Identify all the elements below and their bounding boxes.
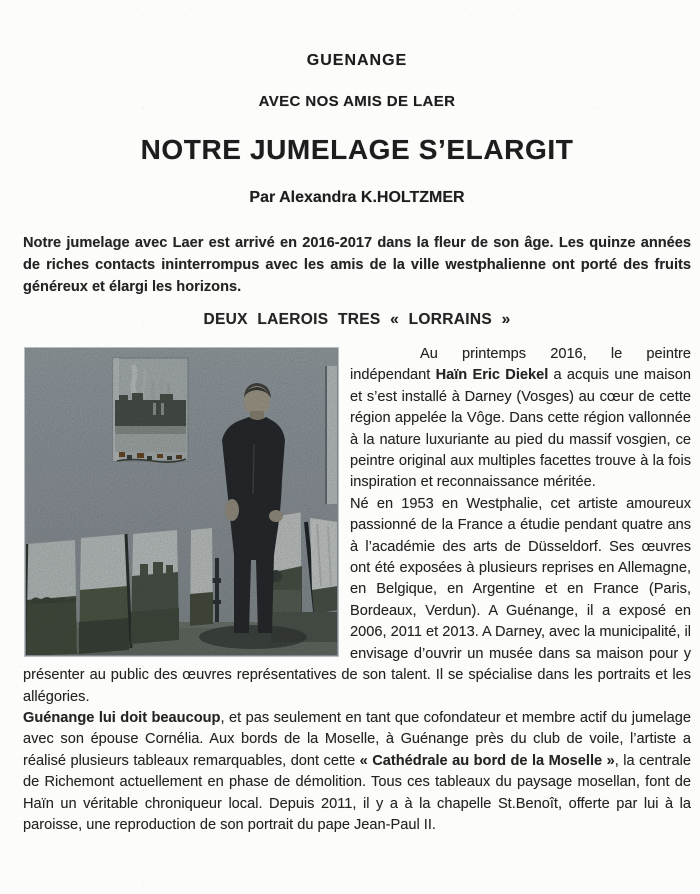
document-page	[0, 52, 700, 894]
page-title: GUENANGE	[306, 52, 408, 69]
main-title: NOTRE JUMELAGE S’ELARGIT	[140, 134, 574, 165]
artist-photo	[25, 348, 338, 656]
page-subtitle: AVEC NOS AMIS DE LAER	[258, 93, 456, 110]
text-segment-bold: « Cathédrale au bord de la Moselle »	[359, 752, 615, 769]
byline: Par Alexandra K.HOLTZMER	[249, 189, 465, 206]
artist-photo-image	[25, 348, 338, 656]
section-heading: DEUX LAEROIS TRES « LORRAINS »	[203, 311, 511, 328]
article-body	[23, 344, 691, 836]
text-segment-bold: Haïn Eric Diekel	[435, 367, 549, 384]
text-segment-bold: Guénange lui doit beaucoup	[23, 709, 221, 726]
paragraph-3	[23, 708, 691, 836]
paragraph-2: Né en 1953 en Westphalie, cet artiste amoureux passionné de la France a étudie pendant quatre ans à l’académie des arts de Düsseldorf. Ses œuvres ont été exposées à plusieurs reprises en Allemagne, en Belgique, en Argentine et en France (Paris, Bordeaux, Verdun). A Guénange, il a exposé en 2006, 2011 et 2013. A Darney, avec la municipalité, il envisage d’ouvrir un musée dans sa maison pour y présenter au public des œuvres représentatives de son talent. Il se spécialise dans les portraits et les allégories.	[23, 495, 692, 705]
text-segment: , et pas seulement en tant que cofondateur et membre actif du jumelage avec son épouse Cornélia. Aux bords de la Moselle, à Guénange près du club de voile, l’artiste a réalisé plusieurs tableaux remarquables, dont cette	[23, 709, 691, 769]
document-header	[23, 52, 691, 207]
text-segment: , la centrale de Richemont actuellement en phase de démolition. Tous ces tableaux du paysage mosellan, font de Haïn un véritable chroniqueur local. Depuis 2011, il y a à la chapelle St.Benoît, offerte par lui à la paroisse, une reproduction de son portrait du pape Jean-Paul II.	[23, 752, 691, 833]
intro-paragraph: Notre jumelage avec Laer est arrivé en 2016-2017 dans la fleur de son âge. Les quinze années de riches contacts ininterrompus avec les amis de la ville westphalienne ont porté des fruits généreux et élargi les horizons.	[23, 235, 691, 295]
text-segment: Au printemps 2016, le peintre indépendant	[350, 346, 691, 384]
text-segment: a acquis une maison et s’est installé à Darney (Vosges) au cœur de cette région appelée la Vôge. Dans cette région vallonnée à la nature luxuriante au pied du massif vosgien, ce peintre original aux multiples facettes trouve à la fois inspiration et reconnaissance méritée.	[350, 367, 691, 491]
